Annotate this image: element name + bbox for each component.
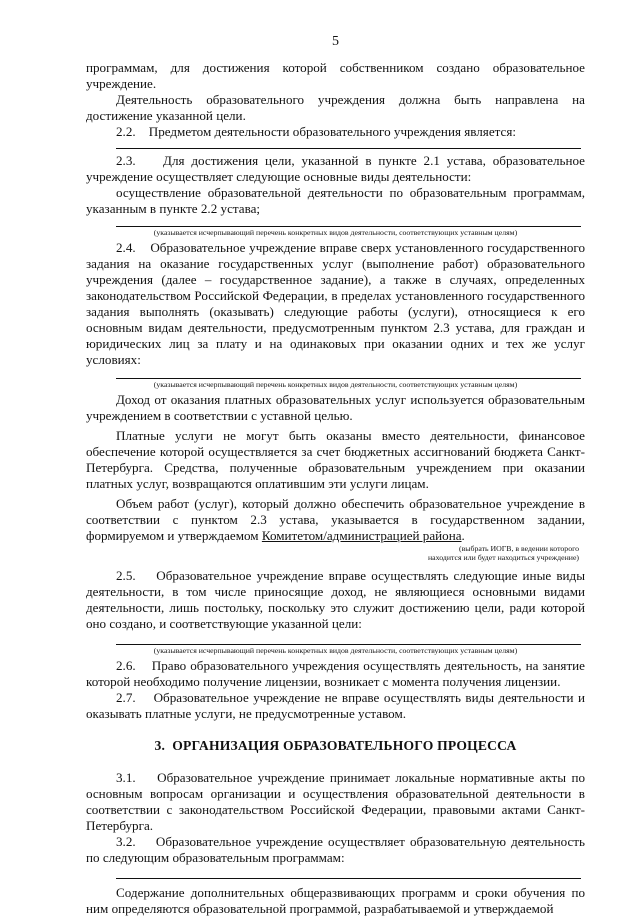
- note-activities-list: (указывается исчерпывающий перечень конкретных видов деятельности, соответствующих уставным целям): [153, 228, 518, 237]
- paragraph-intro: программам, для достижения которой собственником создано образовательное учреждение.: [86, 60, 585, 91]
- page-number: 5: [332, 34, 339, 49]
- note-select-authority-1: (выбрать ИОГВ, в ведении которого: [458, 544, 579, 553]
- section-2-7: 2.7. Образовательное учреждение не вправе осуществлять виды деятельности и оказывать платные услуги, не предусмотренные уставом.: [86, 690, 585, 721]
- paragraph-volume: Объем работ (услуг), который должно обеспечить образовательное учреждение в соответствии с пунктом 2.3 устава, указывается в государственном задании, формируемом и утверждаемом Комитетом/администрацией района.: [86, 496, 585, 543]
- authority-choice: Комитетом/администрацией района: [261, 528, 462, 543]
- section-3-heading: 3. ОРГАНИЗАЦИЯ ОБРАЗОВАТЕЛЬНОГО ПРОЦЕССА: [154, 738, 517, 753]
- fill-line: [116, 217, 581, 227]
- paragraph-activity: Деятельность образовательного учреждения должна быть направлена на достижение указанной цели.: [86, 92, 585, 123]
- fill-line: [116, 368, 581, 379]
- section-2-5: 2.5. Образовательное учреждение вправе осуществлять следующие иные виды деятельности, в том числе приносящие доход, не являющиеся основными видами деятельности, лишь постольку, поскольку это служит достижению цели, ради которой оно создано, и соответствующие указанной цели:: [86, 568, 585, 631]
- section-2-3: 2.3. Для достижения цели, указанной в пункте 2.1 устава, образовательное учреждение осуществляет следующие основные виды деятельности:: [86, 153, 585, 184]
- note-activities-list: (указывается исчерпывающий перечень конкретных видов деятельности, соответствующих уставным целям): [153, 646, 518, 655]
- section-2-6: 2.6. Право образовательного учреждения осуществлять деятельность, на занятие которой необходимо получение лицензии, возникает с момента получения лицензии.: [86, 658, 585, 689]
- paragraph-program-content: Содержание дополнительных общеразвивающих программ и сроки обучения по ним определяются образовательной программой, разрабатываемой и утверждаемой: [86, 885, 585, 916]
- fill-line: [116, 866, 581, 879]
- note-activities-list: (указывается исчерпывающий перечень конкретных видов деятельности, соответствующих уставным целям): [153, 380, 518, 389]
- section-2-4: 2.4. Образовательное учреждение вправе сверх установленного государственного задания на оказание государственных услуг (выполнение работ) образовательного учреждения (далее – государственное задание), а также в случаях, определенных законодательством Российской Федерации, в пределах установленного государственного задания выполнять (оказывать) следующие работы (услуги), относящиеся к его основным видам деятельности, предусмотренным пунктом 2.3 устава, для граждан и юридических лиц за плату и на одинаковых при оказании одних и тех же услуг условиях:: [86, 240, 585, 367]
- section-2-3-item: осуществление образовательной деятельности по образовательным программам, указанным в пункте 2.2 устава;: [86, 185, 585, 216]
- note-select-authority-2: находится или будет находиться учреждение): [428, 553, 579, 562]
- section-2-2: 2.2. Предметом деятельности образовательного учреждения является:: [116, 124, 516, 139]
- section-3-2: 3.2. Образовательное учреждение осуществляет образовательную деятельность по следующим образовательным программам:: [86, 834, 585, 865]
- paragraph-volume-text: Объем работ (услуг), который должно обеспечить образовательное учреждение в соответствии с пунктом 2.3 устава, указывается в государственном задании, формируемом и утверждаемом: [86, 496, 585, 543]
- section-3-1: 3.1. Образовательное учреждение принимает локальные нормативные акты по основным вопросам организации и осуществления образовательной деятельности в соответствии с законодательством Российской Федерации, правовыми актами Санкт-Петербурга.: [86, 770, 585, 833]
- fill-line: [116, 140, 581, 149]
- paragraph-income: Доход от оказания платных образовательных услуг используется образовательным учреждением в соответствии с уставной целью.: [86, 392, 585, 423]
- fill-line: [116, 632, 581, 645]
- paragraph-paid-services: Платные услуги не могут быть оказаны вместо деятельности, финансовое обеспечение которой осуществляется за счет бюджетных ассигнований бюджета Санкт-Петербурга. Средства, полученные образовательным учреждением при оказании платных услуг, возвращаются оплатившим эти услуги лицам.: [86, 428, 585, 491]
